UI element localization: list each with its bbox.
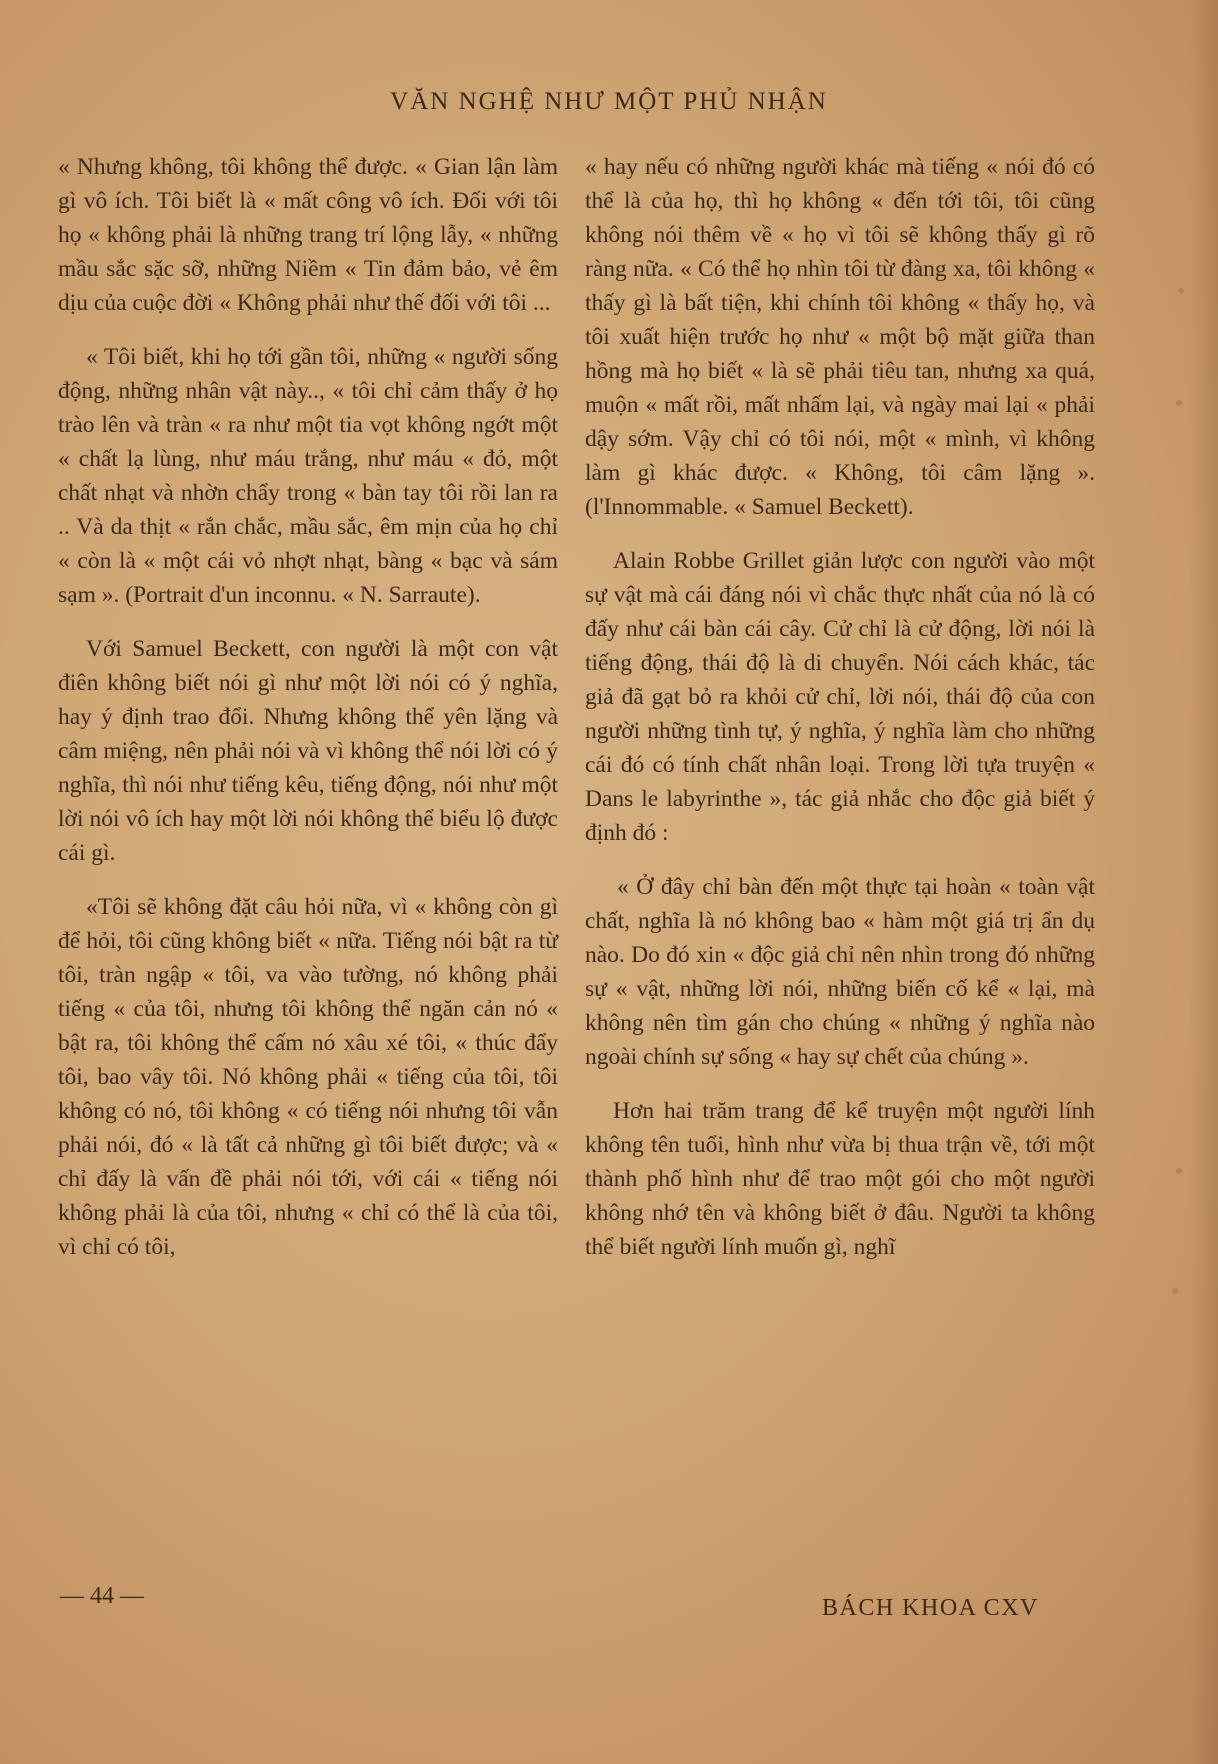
paragraph-5: « hay nếu có những người khác mà tiếng « nói đó có thể là của họ, thì họ không « đến tới tôi, tôi cũng không nói thêm về « họ vì tôi sẽ không thấy gì rõ ràng nữa. « Có thể họ nhìn tôi từ đàng xa, tôi không « thấy gì là bất tiện, khi chính tôi không « thấy họ, và tôi xuất hiện trước họ như « một bộ mặt giữa than hồng mà họ biết « là sẽ phải tiêu tan, nhưng xa quá, muộn « mất rồi, mất nhấm lại, và ngày mai lại « phải dậy sớm. Vậy chỉ có tôi nói, một « mình, vì không làm gì khác được. « Không, tôi câm lặng ». (l'Innommable. « Samuel Beckett). (585, 154, 1095, 520)
page-number: — 44 — (60, 1583, 144, 1609)
margin-mark (1172, 1288, 1178, 1294)
margin-mark (1176, 1168, 1182, 1174)
paragraph-6: Alain Robbe Grillet giản lược con người vào một sự vật mà cái đáng nói vì chắc thực nhất của nó là có đấy như cái bàn cái cây. Cử chỉ là cử động, lời nói là tiếng động, thái độ là di chuyển. Nói cách khác, tác giả đã gạt bỏ ra khỏi cử chỉ, lời nói, thái độ của con người những tình tự, ý nghĩa, ý nghĩa làm cho những cái đó có tính chất nhân loại. Trong lời tựa truyện « Dans le labyrinthe », tác giả nhắc cho độc giả biết ý định đó : (585, 548, 1095, 846)
running-title: VĂN NGHỆ NHƯ MỘT PHỦ NHẬN (390, 88, 828, 115)
paragraph-4: «Tôi sẽ không đặt câu hỏi nữa, vì « không còn gì để hỏi, tôi cũng không biết « nữa. Tiếng nói bật ra từ tôi, tràn ngập « tôi, va vào tường, nó không phải tiếng « của tôi, nhưng tôi không thể ngăn cản nó « bật ra, tôi không thể cấm nó xâu xé tôi, « thúc đẩy tôi, bao vây tôi. Nó không phải « tiếng của tôi, tôi không có nó, tôi không « có tiếng nói nhưng tôi vẫn phải nói, đó « là tất cả những gì tôi biết được; và « chỉ đấy là vấn đề phải nói tới, với cái « tiếng nói không phải là của tôi, nhưng « chỉ có thể là của tôi, vì chỉ có tôi, (58, 894, 558, 1260)
margin-mark (1176, 400, 1182, 406)
left-column (58, 150, 558, 1284)
paragraph-7: « Ở đây chỉ bàn đến một thực tại hoàn « toàn vật chất, nghĩa là nó không bao « hàm một giá trị ẩn dụ nào. Do đó xin « độc giả chỉ nên nhìn trong đó những sự « vật, những lời nói, những biến cố kể « lại, mà không nên tìm gán cho chúng « những ý nghĩa nào ngoài chính sự sống « hay sự chết của chúng ». (585, 874, 1095, 1070)
paragraph-1: « Nhưng không, tôi không thể được. « Gian lận làm gì vô ích. Tôi biết là « mất công vô ích. Đối với tôi họ « không phải là những trang trí lộng lẫy, « những mầu sắc sặc sỡ, những Niềm « Tin đảm bảo, vẻ êm dịu của cuộc đời « Không phải như thế đối với tôi ... (58, 154, 558, 316)
right-column (585, 150, 1095, 1284)
margin-mark (1178, 288, 1184, 294)
publication-footer: BÁCH KHOA CXV (822, 1595, 1039, 1621)
paragraph-3: Với Samuel Beckett, con người là một con vật điên không biết nói gì như một lời nói có ý nghĩa, hay ý định trao đổi. Nhưng không thể yên lặng và câm miệng, nên phải nói và vì không thể nói lời có ý nghĩa, thì nói như tiếng kêu, tiếng động, nói như một lời nói vô ích hay một lời nói không thể biểu lộ được cái gì. (58, 636, 558, 866)
paragraph-2: « Tôi biết, khi họ tới gần tôi, những « người sống động, những nhân vật này.., « tôi chỉ cảm thấy ở họ trào lên và tràn « ra như một tia vọt không ngớt một « chất lạ lùng, như máu trắng, như máu « đỏ, một chất nhạt và nhờn chẩy trong « bàn tay tôi rồi lan ra .. Và da thịt « rắn chắc, mầu sắc, êm mịn của họ chỉ « còn là « một cái vỏ nhợt nhạt, bàng « bạc và sám sạm ». (Portrait d'un inconnu. « N. Sarraute). (58, 344, 558, 608)
paragraph-8: Hơn hai trăm trang để kể truyện một người lính không tên tuổi, hình như vừa bị thua trận về, tới một thành phố hình như để trao một gói cho một người không nhớ tên và không biết ở đâu. Người ta không thể biết người lính muốn gì, nghĩ (585, 1098, 1095, 1260)
